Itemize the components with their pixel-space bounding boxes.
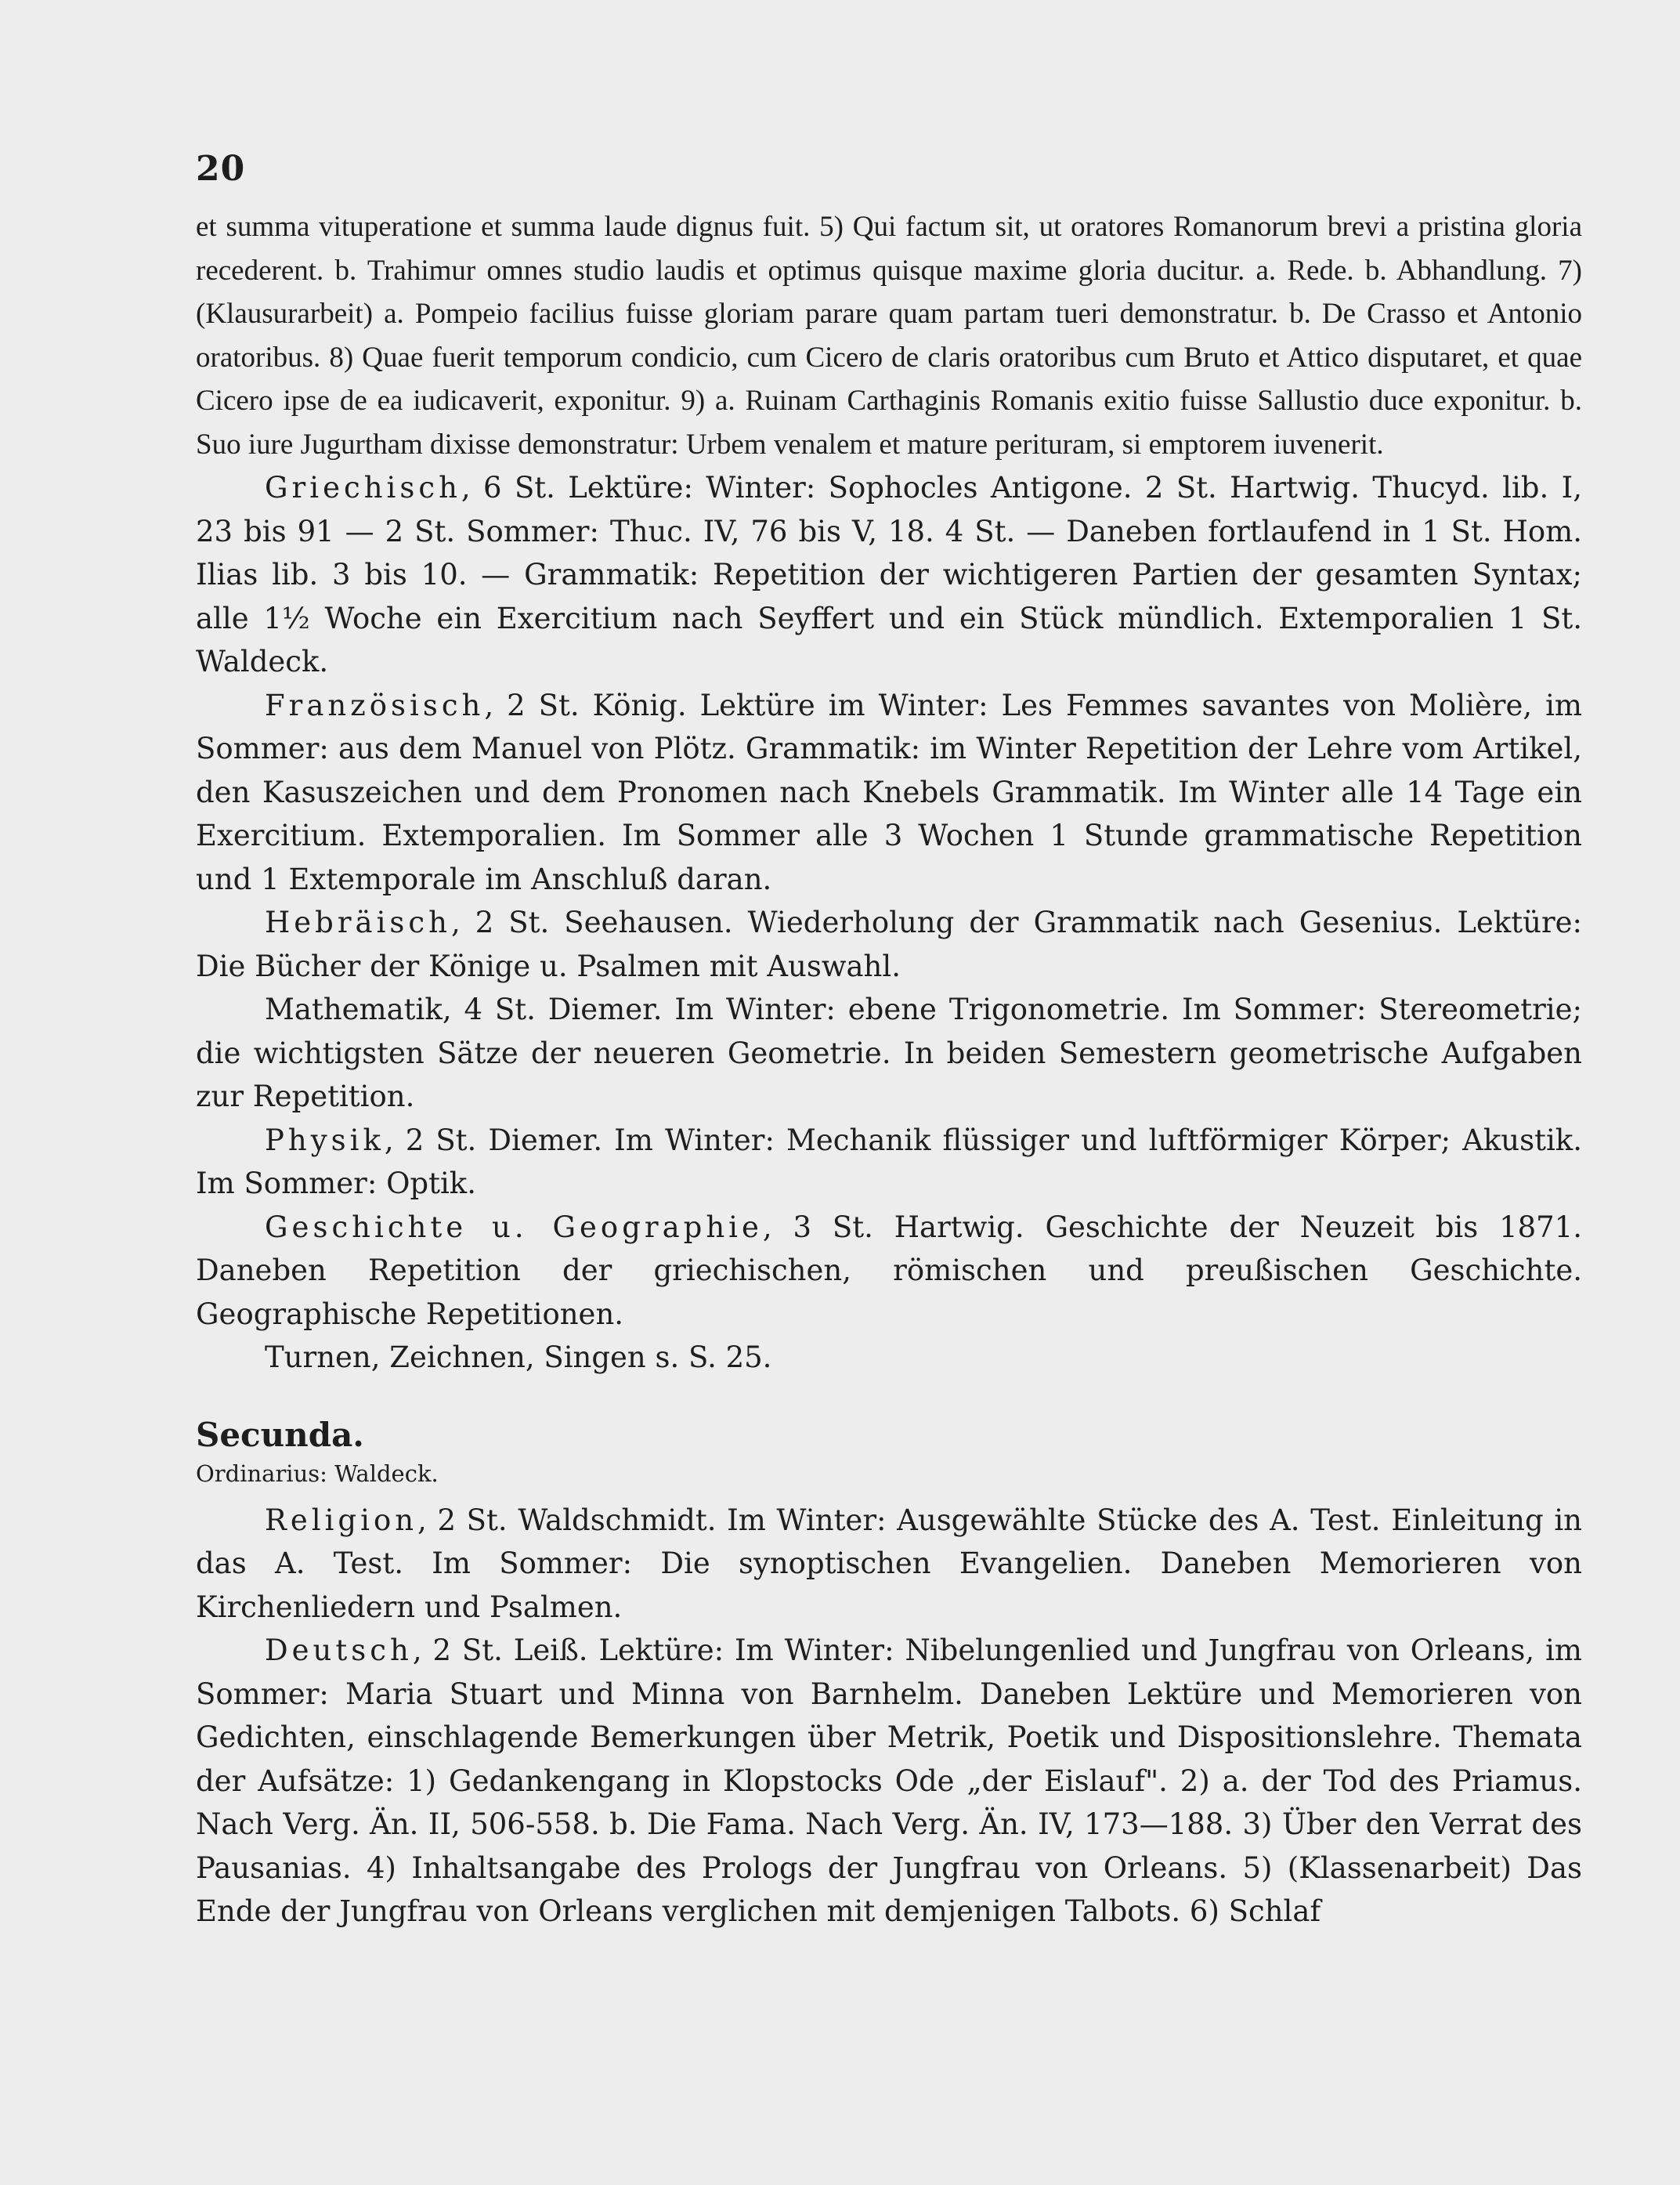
paragraph-latin-continuation: et summa vituperatione et summa laude dignus fuit. 5) Qui factum sit, ut oratores Romanorum brevi a pristina gloria recederent. b. Trahimur omnes studio laudis et optimus quisque maxime gloria ducitur. a. Rede. b. Abhandlung. 7) (Klausurarbeit) a. Pompeio facilius fuisse gloriam parare quam partam tueri demonstratur. b. De Crasso et Antonio oratoribus. 8) Quae fuerit temporum condicio, cum Cicero de claris oratoribus cum Bruto et Attico disputaret, et quae Cicero ipse de ea iudicaverit, exponitur. 9) a. Ruinam Carthaginis Romanis exitio fuisse Sallustio duce exponitur. b. Suo iure Jugurtham dixisse demonstratur: Urbem venalem et mature perituram, si emptorem iuvenerit. bbox=[196, 211, 1582, 461]
paragraph-geschichte bbox=[196, 1206, 1582, 1337]
subject-label-geschichte: Geschichte u. Geographie bbox=[265, 1210, 763, 1244]
subject-text-religion: , 2 St. Waldschmidt. Im Winter: Ausgewählte Stücke des A. Test. Einleitung in das A. Test. Im Sommer: Die synoptischen Evangelien. Daneben Memorieren von Kirchenliedern und Psalmen. bbox=[196, 1503, 1582, 1624]
subject-label-religion: Religion bbox=[265, 1503, 418, 1537]
paragraph-franzoesisch bbox=[196, 684, 1582, 902]
paragraph-deutsch bbox=[196, 1629, 1582, 1934]
section-subtitle: Ordinarius: Waldeck. bbox=[196, 1460, 439, 1487]
paragraph-hebraeisch bbox=[196, 901, 1582, 988]
subject-label-physik: Physik bbox=[265, 1123, 385, 1157]
subject-label-deutsch: Deutsch bbox=[265, 1633, 413, 1667]
paragraph-griechisch bbox=[196, 466, 1582, 684]
body-text bbox=[196, 205, 1582, 1934]
page-number: 20 bbox=[196, 149, 246, 189]
paragraph-physik bbox=[196, 1119, 1582, 1206]
paragraph-mathematik bbox=[196, 988, 1582, 1119]
subject-label-hebraeisch: Hebräisch bbox=[265, 906, 451, 939]
subject-label-franzoesisch: Französisch bbox=[265, 688, 485, 722]
subject-label-mathematik: Mathematik bbox=[265, 993, 443, 1026]
subject-text-physik: , 2 St. Diemer. Im Winter: Mechanik flüssiger und luftförmiger Körper; Akustik. Im Sommer: Optik. bbox=[196, 1123, 1582, 1200]
subject-text-griechisch: , 6 St. Lektüre: Winter: Sophocles Antigone. 2 St. Hartwig. Thucyd. lib. I, 23 bis 91 — 2 St. Sommer: Thuc. IV, 76 bis V, 18. 4 St. — Daneben fortlaufend in 1 St. Hom. Ilias lib. 3 bis 10. — Grammatik: Repetition der wichtigeren Partien der gesamten Syntax; alle 1½ Woche ein Exercitium nach Seyffert und ein Stück mündlich. Extemporalien 1 St. Waldeck. bbox=[196, 471, 1582, 678]
subject-text-geschichte: , 3 St. Hartwig. Geschichte der Neuzeit bis 1871. Daneben Repetition der griechischen, römischen und preußischen Geschichte. Geographische Repetitionen. bbox=[196, 1210, 1582, 1331]
subject-text-hebraeisch: , 2 St. Seehausen. Wiederholung der Grammatik nach Gesenius. Lektüre: Die Bücher der Könige u. Psalmen mit Auswahl. bbox=[196, 906, 1582, 983]
paragraph-turnen: Turnen, Zeichnen, Singen s. S. 25. bbox=[265, 1340, 772, 1374]
paragraph-religion bbox=[196, 1499, 1582, 1630]
section-title: Secunda. bbox=[196, 1415, 364, 1454]
subject-text-mathematik: , 4 St. Diemer. Im Winter: ebene Trigonometrie. Im Sommer: Stereometrie; die wichtigsten Sätze der neueren Geometrie. In beiden Semestern geometrische Aufgaben zur Repetition. bbox=[196, 993, 1582, 1113]
subject-text-deutsch: , 2 St. Leiß. Lektüre: Im Winter: Nibelungenlied und Jungfrau von Orleans, im Sommer: Maria Stuart und Minna von Barnhelm. Daneben Lektüre und Memorieren von Gedichten, einschlagende Bemerkungen über Metrik, Poetik und Dispositionslehre. Themata der Aufsätze: 1) Gedankengang in Klopstocks Ode „der Eislauf". 2) a. der Tod des Priamus. Nach Verg. Än. II, 506-558. b. Die Fama. Nach Verg. Än. IV, 173—188. 3) Über den Verrat des Pausanias. 4) Inhaltsangabe des Prologs der Jungfrau von Orleans. 5) (Klassenarbeit) Das Ende der Jungfrau von Orleans verglichen mit demjenigen Talbots. 6) Schlaf bbox=[196, 1633, 1582, 1928]
subject-label-griechisch: Griechisch bbox=[265, 471, 461, 505]
subject-text-franzoesisch: , 2 St. König. Lektüre im Winter: Les Femmes savantes von Molière, im Sommer: aus dem Manuel von Plötz. Grammatik: im Winter Repetition der Lehre vom Artikel, den Kasuszeichen und dem Pronomen nach Knebels Grammatik. Im Winter alle 14 Tage ein Exercitium. Extemporalien. Im Sommer alle 3 Wochen 1 Stunde grammatische Repetition und 1 Extemporale im Anschluß daran. bbox=[196, 688, 1582, 896]
